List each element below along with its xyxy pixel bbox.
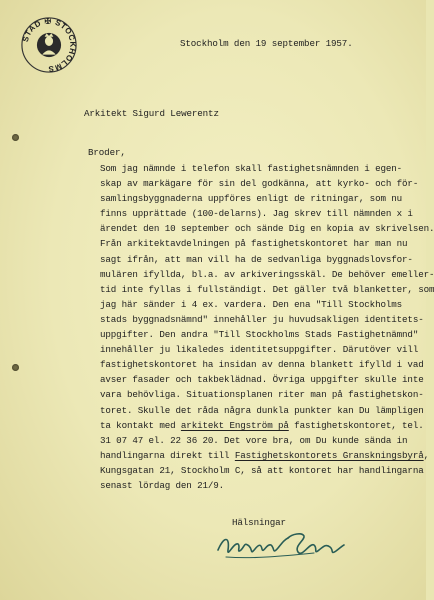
body-line (100, 420, 424, 431)
body-text: , (423, 449, 430, 461)
svg-text:STAD ✠ STOCKHOLMS: STAD ✠ STOCKHOLMS (20, 16, 78, 74)
date-line: Stockholm den 19 september 1957. (180, 38, 353, 49)
handwritten-signature-icon (214, 528, 346, 566)
body-line: finns upprättade (100-delarns). Jag skrev till nämnden x i (100, 208, 413, 220)
body-line: mulären ifyllda, bl.a. av arkiveringsskäl. De behöver emeller- (100, 268, 434, 280)
body-line: toret. Skulle det råda några dunkla punkter kan Du lämpligen (100, 404, 424, 416)
body-text: fastighetskontoret, tel. (288, 419, 424, 431)
stockholm-city-seal-icon (20, 16, 78, 74)
body-line (100, 450, 429, 461)
body-line: uppgifter. Den andra "Till Stockholms Stads Fastighetnämnd" (100, 329, 419, 341)
underlined-contact: arkitekt Engström på (180, 419, 289, 431)
body-text: handlingarna direkt till (100, 449, 235, 461)
recipient: Arkitekt Sigurd Lewerentz (84, 108, 219, 119)
body-line: Som jag nämnde i telefon skall fastighetsnämnden i egen- (100, 163, 403, 174)
body-line: avser fasader och takbeklädnad. Övriga uppgifter skulle inte (100, 374, 424, 386)
body-line: Från arkitektavdelningen på fastighetskontoret har man nu (100, 238, 408, 250)
body-line: jag här sänder i 4 ex. vardera. Den ena "Till Stockholms (100, 298, 403, 310)
closing: Hälsningar (232, 517, 286, 528)
body-line: ärendet den 10 september och sände Dig en kopia av skrivelsen. (100, 223, 434, 235)
body-line: vara behövliga. Situationsplanen riter man på fastighetskon- (100, 389, 424, 401)
body-line: samlingsbyggnaderna uppföres enligt de ritningar, som nu (100, 193, 403, 205)
body-line: senast lördag den 21/9. (100, 479, 225, 491)
body-line: stads byggnadsnämnd" innehåller ju huvudsakligen identitets- (100, 313, 424, 325)
body-text: ta kontakt med (100, 419, 181, 431)
letter-body (100, 161, 434, 493)
body-line: 31 07 47 el. 22 36 20. Det vore bra, om Du kunde sända in (100, 434, 408, 446)
salutation: Broder, (88, 147, 126, 158)
underlined-office: Fastighetskontorets Granskningsbyrå (234, 449, 424, 461)
body-line: innehåller ju likaledes identitetsuppgifter. Därutöver vill (100, 344, 419, 356)
body-line: Kungsgatan 21, Stockholm C, så att kontoret har handlingarna (100, 464, 424, 476)
body-line: tid inte fyllas i fullständigt. Det gäller två blanketter, som (100, 283, 434, 295)
punch-hole (12, 364, 19, 371)
body-line: sagt ifrån, att man vill ha de sedvanliga byggnadslovsfor- (100, 253, 413, 265)
punch-hole (12, 134, 19, 141)
body-line: skap av markägare för sin del godkänna, att kyrko- och för- (100, 178, 419, 190)
body-line: fastighetskontoret ha insidan av denna blankett ifylld i vad (100, 359, 424, 371)
